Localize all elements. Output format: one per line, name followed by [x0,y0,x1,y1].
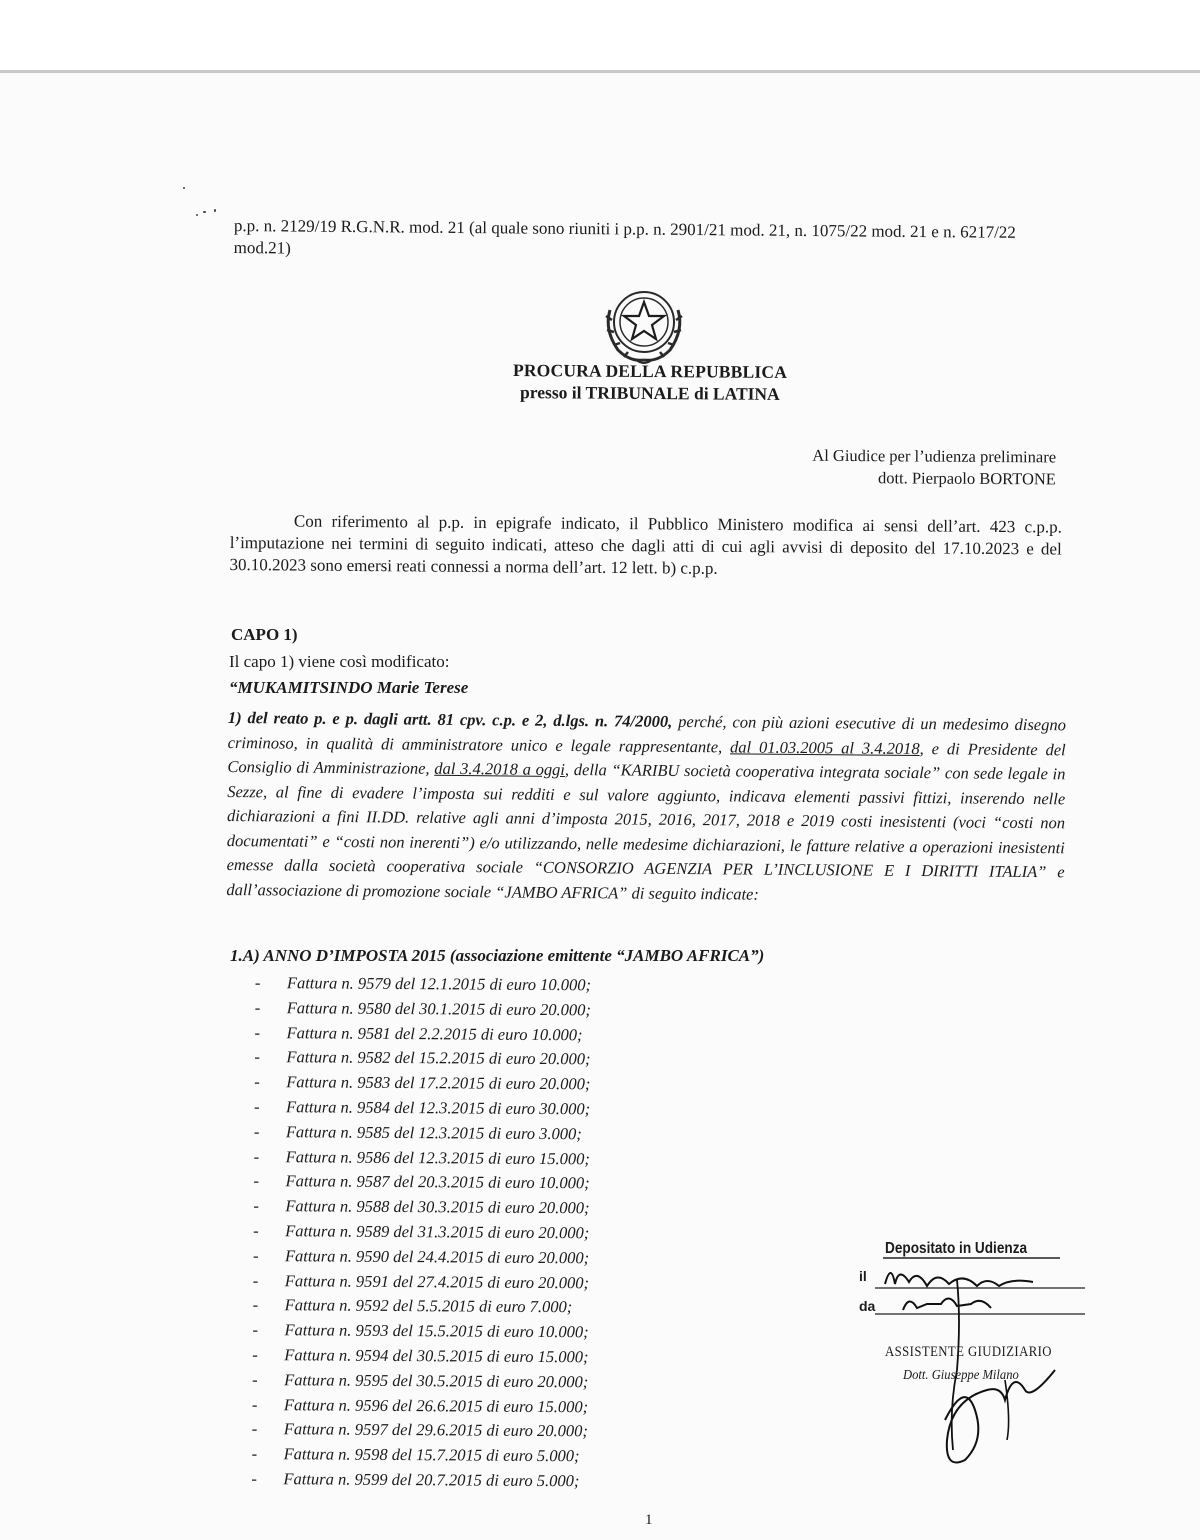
charge-period-2: dal 3.4.2018 a oggi [434,758,566,779]
list-bullet: - [253,1121,260,1141]
charge-text-part3: , della “KARIBU società cooperativa integrata sociale” con sede legale in Sezze, al fine di evadere l’imposta sui redditi e sul valore aggiunto, indicava elementi passivi fittizi, inserendo nelle dichiarazioni a fini II.DD. relative agli anni d’imposta 2015, 2016, 2017, 2018 e 2019 costi inesistenti (voci “costi non documentati” e “costi non inerenti”) e/o utilizzando, nelle medesime dichiarazioni, le fatture relative a operazioni inesistenti emesse dalla società cooperativa sociale “CONSORZIO AGENZIA PER L’INCLUSIONE E I DIRITTI ITALIA” e dall’associazione di promozione sociale “JAMBO AFRICA” di seguito indicate: [226,759,1066,904]
invoice-item [254,1045,590,1072]
list-bullet: - [251,1419,258,1439]
invoice-item [252,1318,588,1345]
invoice-text: Fattura n. 9595 del 30.5.2015 di euro 20.000; [284,1369,589,1392]
office-court: presso il TRIBUNALE di LATINA [520,382,780,404]
capo-note: Il capo 1) viene così modificato: [229,652,450,671]
stamp-date-label: il [859,1268,867,1284]
viewer-top-bar [0,0,1200,73]
invoice-text: Fattura n. 9598 del 15.7.2015 di euro 5.000; [283,1444,580,1466]
list-bullet: - [252,1270,259,1290]
scan-speck [203,211,206,213]
list-bullet: - [254,997,261,1017]
invoice-item [254,1120,590,1147]
filing-stamp [855,1240,1115,1490]
invoice-item [252,1368,588,1395]
italian-republic-emblem-icon [596,280,692,368]
case-reference: p.p. n. 2129/19 R.G.N.R. mod. 21 (al quale sono riuniti i p.p. n. 2901/21 mod. 21, n. 1075/22 mod. 21 e n. 6217/22 mod.21) [233,215,1016,258]
invoice-text: Fattura n. 9587 del 20.3.2015 di euro 10.000; [285,1171,590,1193]
capo-title: CAPO 1) [231,625,298,644]
invoice-item [252,1393,588,1420]
invoice-text: Fattura n. 9589 del 31.3.2015 di euro 20.000; [285,1221,590,1243]
invoice-text: Fattura n. 9597 del 29.6.2015 di euro 20.000; [283,1419,589,1441]
office-name: PROCURA DELLA REPUBBLICA [512,360,788,382]
invoice-text: Fattura n. 9594 del 30.5.2015 di euro 15.000; [284,1345,589,1367]
invoice-text: Fattura n. 9596 del 26.6.2015 di euro 15.000; [283,1394,589,1416]
invoice-text: Fattura n. 9584 del 12.3.2015 di euro 30.000; [285,1097,591,1119]
list-bullet: - [253,1220,259,1241]
charge-text-part2: , e di Presidente del Consiglio di Amministrazione, [227,738,1066,778]
invoice-item [254,1145,590,1172]
invoice-item [254,1021,590,1048]
invoice-item [253,1269,589,1296]
invoice-text: Fattura n. 9591 del 27.4.2015 di euro 20.000; [284,1270,590,1292]
list-bullet: - [253,1171,260,1191]
invoice-item [253,1293,589,1320]
invoice-text: Fattura n. 9593 del 15.5.2015 di euro 10.000; [284,1320,589,1342]
scan-speck [214,209,216,212]
invoice-item [253,1219,589,1246]
addressee-block [640,444,1056,491]
invoice-item [253,1244,589,1271]
invoice-item [252,1343,588,1370]
invoice-text: Fattura n. 9599 del 20.7.2015 di euro 5.000; [283,1469,580,1491]
invoice-list [251,971,591,1494]
page-number: 1 [645,1512,653,1528]
invoice-item [254,1070,590,1097]
invoice-text: Fattura n. 9579 del 12.1.2015 di euro 10.000; [286,973,592,995]
list-bullet: - [251,1468,258,1488]
list-bullet: - [253,1096,260,1117]
list-bullet: - [252,1295,259,1315]
scan-speck [183,187,185,189]
list-bullet: - [254,1047,260,1067]
invoice-text: Fattura n. 9586 del 12.3.2015 di euro 15.000; [285,1146,590,1168]
issuing-office [440,359,860,406]
invoice-item [253,1194,589,1221]
list-bullet: - [252,1245,259,1265]
invoice-item [252,1417,588,1444]
invoice-text: Fattura n. 9588 del 30.3.2015 di euro 20.000; [285,1196,590,1218]
stamp-from-label: da [859,1298,876,1314]
tax-year-heading: 1.A) ANNO D’IMPOSTA 2015 (associazione emittente “JAMBO AFRICA”) [230,946,765,965]
list-bullet: - [253,1196,259,1216]
invoice-text: Fattura n. 9581 del 2.2.2015 di euro 10.000; [286,1022,583,1044]
list-bullet: - [254,1072,260,1092]
charge-lead: 1) del reato p. e p. dagli artt. 81 cpv. c.p. e 2, d.lgs. n. 74/2000, [227,707,673,731]
invoice-text: Fattura n. 9583 del 17.2.2015 di euro 20.000; [286,1072,591,1094]
stamp-role: ASSISTENTE GIUDIZIARIO [885,1344,1052,1360]
list-bullet: - [252,1344,258,1364]
list-bullet: - [254,972,261,993]
scan-speck [196,214,198,216]
invoice-item [255,996,591,1023]
charge-period-1: dal 01.03.2005 al 3.4.2018 [730,736,920,758]
intro-text: Con riferimento al p.p. in epigrafe indicato, il Pubblico Ministero modifica ai sensi dell’art. 423 c.p.p. l’imputazione nei termini di seguito indicati, atteso che dagli atti di cui agli avvisi di deposito del 17.10.2023 e del 30.10.2023 sono emersi reati connessi a norma dell’art. 12 lett. b) c.p.p. [229,511,1062,578]
invoice-text: Fattura n. 9590 del 24.4.2015 di euro 20.000; [284,1245,590,1268]
stamp-officer-name: Dott. Giuseppe Milano [903,1368,1019,1383]
invoice-text: Fattura n. 9592 del 5.5.2015 di euro 7.000; [284,1295,573,1317]
list-bullet: - [252,1320,259,1340]
invoice-item [255,971,591,998]
invoice-item [253,1169,589,1196]
invoice-item [252,1442,588,1469]
list-bullet: - [252,1369,258,1389]
stamp-title: Depositato in Udienza [885,1240,1028,1257]
invoice-item [251,1467,587,1494]
list-bullet: - [251,1394,258,1414]
invoice-text: Fattura n. 9580 del 30.1.2015 di euro 20.000; [286,998,591,1020]
charge-text-part1: perché, con più azioni esecutive di un medesimo disegno criminoso, in qualità di amministratore unico e legale rappresentante, [227,711,1066,756]
invoice-text: Fattura n. 9585 del 12.3.2015 di euro 3.000; [285,1122,582,1144]
list-bullet: - [251,1444,258,1464]
charge-paragraph [226,706,1066,909]
list-bullet: - [253,1146,260,1166]
defendant-name: “MUKAMITSINDO Marie Terese [229,678,469,697]
signature-handwriting [855,1240,1115,1490]
invoice-text: Fattura n. 9582 del 15.2.2015 di euro 20.000; [286,1047,591,1069]
list-bullet: - [254,1022,261,1042]
intro-paragraph [229,510,1061,583]
addressee-role: Al Giudice per l’udienza preliminare [812,445,1057,467]
addressee-name: dott. Pierpaolo BORTONE [877,468,1056,489]
invoice-item [254,1095,590,1122]
